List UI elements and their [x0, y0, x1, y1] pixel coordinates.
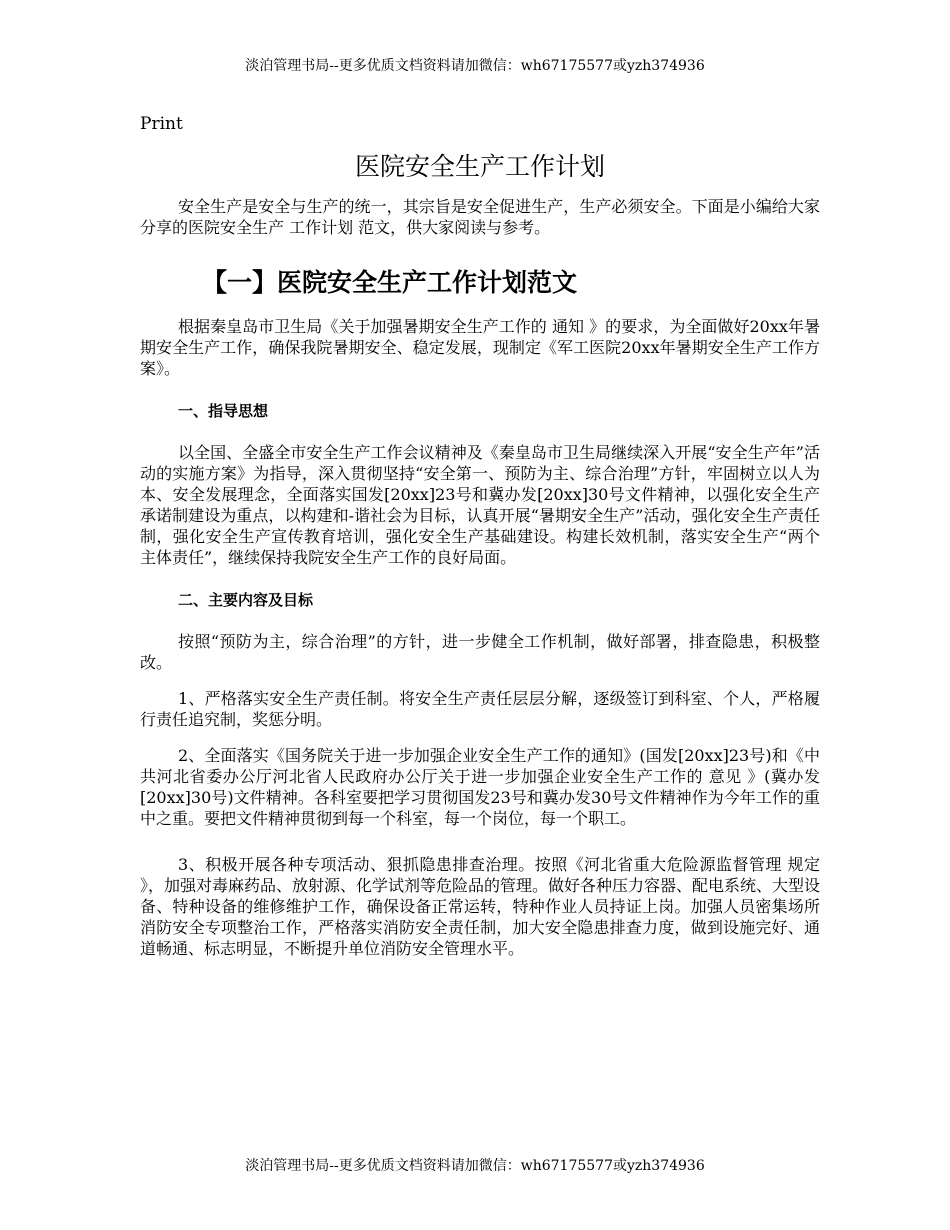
intro-paragraph: 安全生产是安全与生产的统一，其宗旨是安全促进生产，生产必须安全。下面是小编给大家分享的医院安全生产 工作计划 范文，供大家阅读与参考。 [140, 197, 820, 237]
page-footer: 淡泊管理书局--更多优质文档资料请加微信：wh67175577或yzh374936 [245, 1158, 705, 1174]
document-title: 医院安全生产工作计划 [354, 152, 605, 181]
page-header: 淡泊管理书局--更多优质文档资料请加微信：wh67175577或yzh374936 [245, 58, 705, 74]
section-title: 【一】医院安全生产工作计划范文 [202, 268, 578, 297]
list-item-2: 2、全面落实《国务院关于进一步加强企业安全生产工作的通知》(国发[20xx]23号)和《中共河北省委办公厅河北省人民政府办公厅关于进一步加强企业安全生产工作的 意见 》(冀办发[20xx]30号)文件精神。各科室要把学习贯彻国发23号和冀办发30号文件精神作为今年工作的重中之重。要把文件精神贯彻到每一个科室，每一个岗位，每一个职工。 [140, 746, 820, 828]
main-content-paragraph: 按照“预防为主，综合治理”的方针，进一步健全工作机制，做好部署，排查隐患，积极整改。 [140, 632, 820, 672]
heading-guiding-ideology: 一、指导思想 [178, 402, 269, 420]
print-label: Print [140, 114, 183, 134]
list-item-3: 3、积极开展各种专项活动、狠抓隐患排查治理。按照《河北省重大危险源监督管理 规定 》，加强对毒麻药品、放射源、化学试剂等危险品的管理。做好各种压力容器、配电系统、大型设备、特种设备的维修维护工作，确保设备正常运转，特种作业人员持证上岗。加强人员密集场所消防安全专项整治工作，严格落实消防安全责任制，加大安全隐患排查力度，做到设施完好、通道畅通、标志明显，不断提升单位消防安全管理水平。 [140, 855, 821, 958]
guiding-ideology-paragraph: 以全国、全盛全市安全生产工作会议精神及《秦皇岛市卫生局继续深入开展“安全生产年”活动的实施方案》为指导，深入贯彻坚持“安全第一、预防为主、综合治理”方针，牢固树立以人为本、安全发展理念，全面落实国发[20xx]23号和冀办发[20xx]30号文件精神，以强化安全生产承诺制建设为重点，以构建和-谐社会为目标，认真开展“暑期安全生产”活动，强化安全生产责任制，强化安全生产宣传教育培训，强化安全生产基础建设。构建长效机制，落实安全生产“两个主体责任”，继续保持我院安全生产工作的良好局面。 [140, 443, 820, 567]
section-intro-paragraph: 根据秦皇岛市卫生局《关于加强暑期安全生产工作的 通知 》的要求，为全面做好20xx年暑期安全生产工作，确保我院暑期安全、稳定发展，现制定《军工医院20xx年暑期安全生产工作方案》。 [140, 317, 820, 378]
heading-main-content: 二、主要内容及目标 [178, 591, 314, 609]
document-body [140, 113, 820, 974]
list-item-1: 1、严格落实安全生产责任制。将安全生产责任层层分解，逐级签订到科室、个人，严格履行责任追究制，奖惩分明。 [140, 689, 820, 729]
